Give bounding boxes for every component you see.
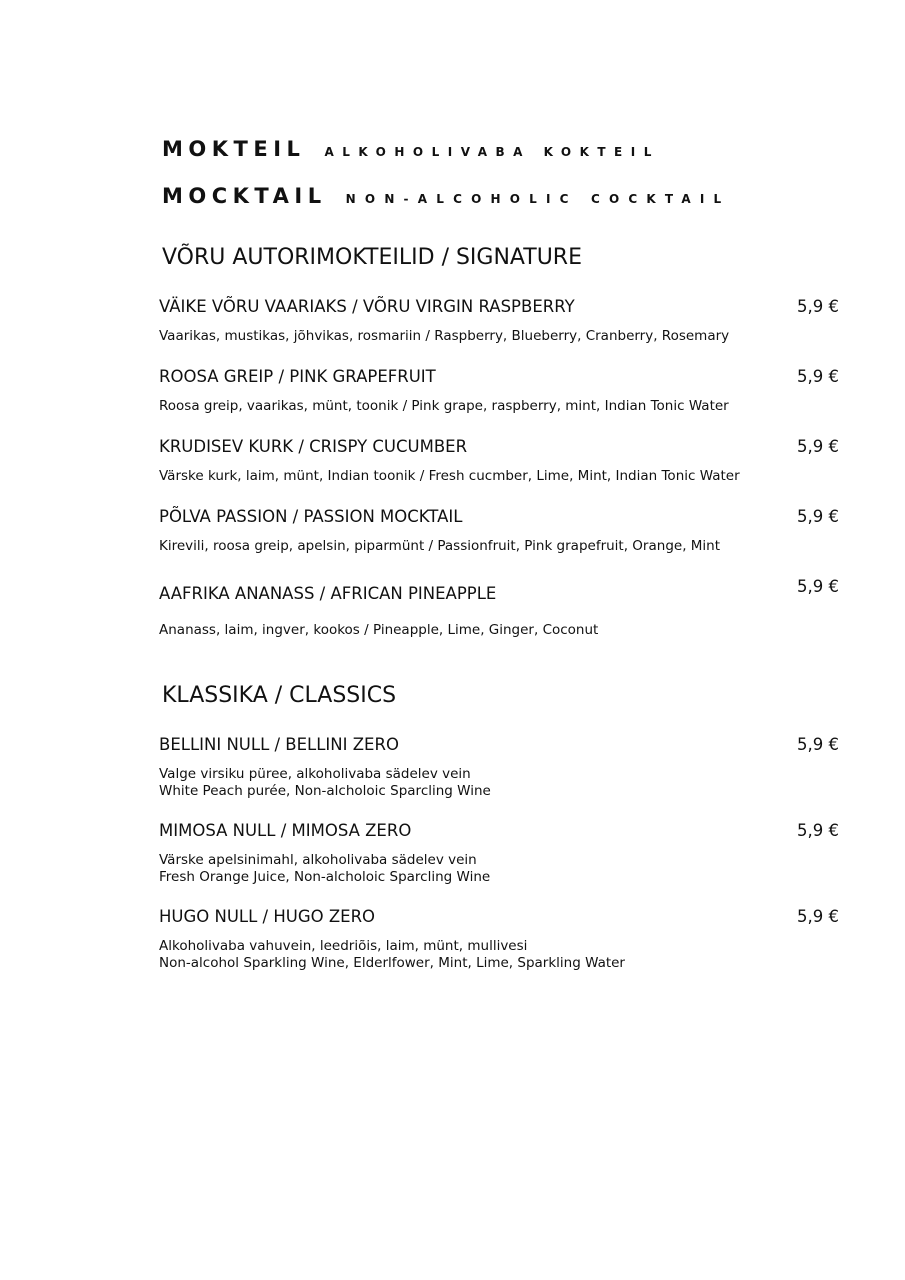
item-price: 5,9 € bbox=[797, 367, 839, 386]
item-description: Värske kurk, laim, münt, Indian toonik / Fresh cucmber, Lime, Mint, Indian Tonic Water bbox=[159, 468, 740, 484]
item-price: 5,9 € bbox=[797, 735, 839, 754]
item-description-et: Valge virsiku püree, alkoholivaba sädelev vein bbox=[159, 766, 471, 782]
menu-header-estonian bbox=[162, 137, 660, 161]
item-description-en: Non-alcohol Sparkling Wine, Elderlfower, Mint, Lime, Sparkling Water bbox=[159, 955, 625, 971]
item-name: PÕLVA PASSION / PASSION MOCKTAIL bbox=[159, 507, 463, 526]
header-title-mocktail: MOCKTAIL bbox=[162, 184, 327, 208]
item-name: BELLINI NULL / BELLINI ZERO bbox=[159, 735, 399, 754]
item-description-en: White Peach purée, Non-alcholoic Sparcling Wine bbox=[159, 783, 491, 799]
item-description-et: Alkoholivaba vahuvein, leedriõis, laim, münt, mullivesi bbox=[159, 938, 528, 954]
item-price: 5,9 € bbox=[797, 577, 839, 596]
item-name: HUGO NULL / HUGO ZERO bbox=[159, 907, 376, 926]
item-name: MIMOSA NULL / MIMOSA ZERO bbox=[159, 821, 412, 840]
item-description-et: Värske apelsinimahl, alkoholivaba sädelev vein bbox=[159, 852, 477, 868]
item-name: AAFRIKA ANANASS / AFRICAN PINEAPPLE bbox=[159, 584, 497, 603]
item-name: ROOSA GREIP / PINK GRAPEFRUIT bbox=[159, 367, 436, 386]
item-description: Vaarikas, mustikas, jõhvikas, rosmariin / Raspberry, Blueberry, Cranberry, Rosemary bbox=[159, 328, 730, 344]
item-name: VÄIKE VÕRU VAARIAKS / VÕRU VIRGIN RASPBERRY bbox=[159, 297, 575, 316]
section-title-signature: VÕRU AUTORIMOKTEILID / SIGNATURE bbox=[162, 245, 582, 270]
header-title-mokteil: MOKTEIL bbox=[162, 137, 306, 161]
header-subtitle-alkoholivaba: ALKOHOLIVABA KOKTEIL bbox=[324, 145, 660, 159]
item-price: 5,9 € bbox=[797, 297, 839, 316]
section-title-classics: KLASSIKA / CLASSICS bbox=[162, 683, 397, 708]
item-name: KRUDISEV KURK / CRISPY CUCUMBER bbox=[159, 437, 468, 456]
item-description: Kirevili, roosa greip, apelsin, piparmünt / Passionfruit, Pink grapefruit, Orange, Mint bbox=[159, 538, 721, 554]
item-price: 5,9 € bbox=[797, 821, 839, 840]
menu-header-english bbox=[162, 184, 730, 208]
item-description-en: Fresh Orange Juice, Non-alcholoic Sparcling Wine bbox=[159, 869, 491, 885]
item-description: Ananass, laim, ingver, kookos / Pineapple, Lime, Ginger, Coconut bbox=[159, 622, 599, 638]
item-price: 5,9 € bbox=[797, 507, 839, 526]
item-price: 5,9 € bbox=[797, 437, 839, 456]
item-description: Roosa greip, vaarikas, münt, toonik / Pink grape, raspberry, mint, Indian Tonic Water bbox=[159, 398, 729, 414]
item-price: 5,9 € bbox=[797, 907, 839, 926]
header-subtitle-non-alcoholic: NON-ALCOHOLIC COCKTAIL bbox=[345, 192, 731, 206]
